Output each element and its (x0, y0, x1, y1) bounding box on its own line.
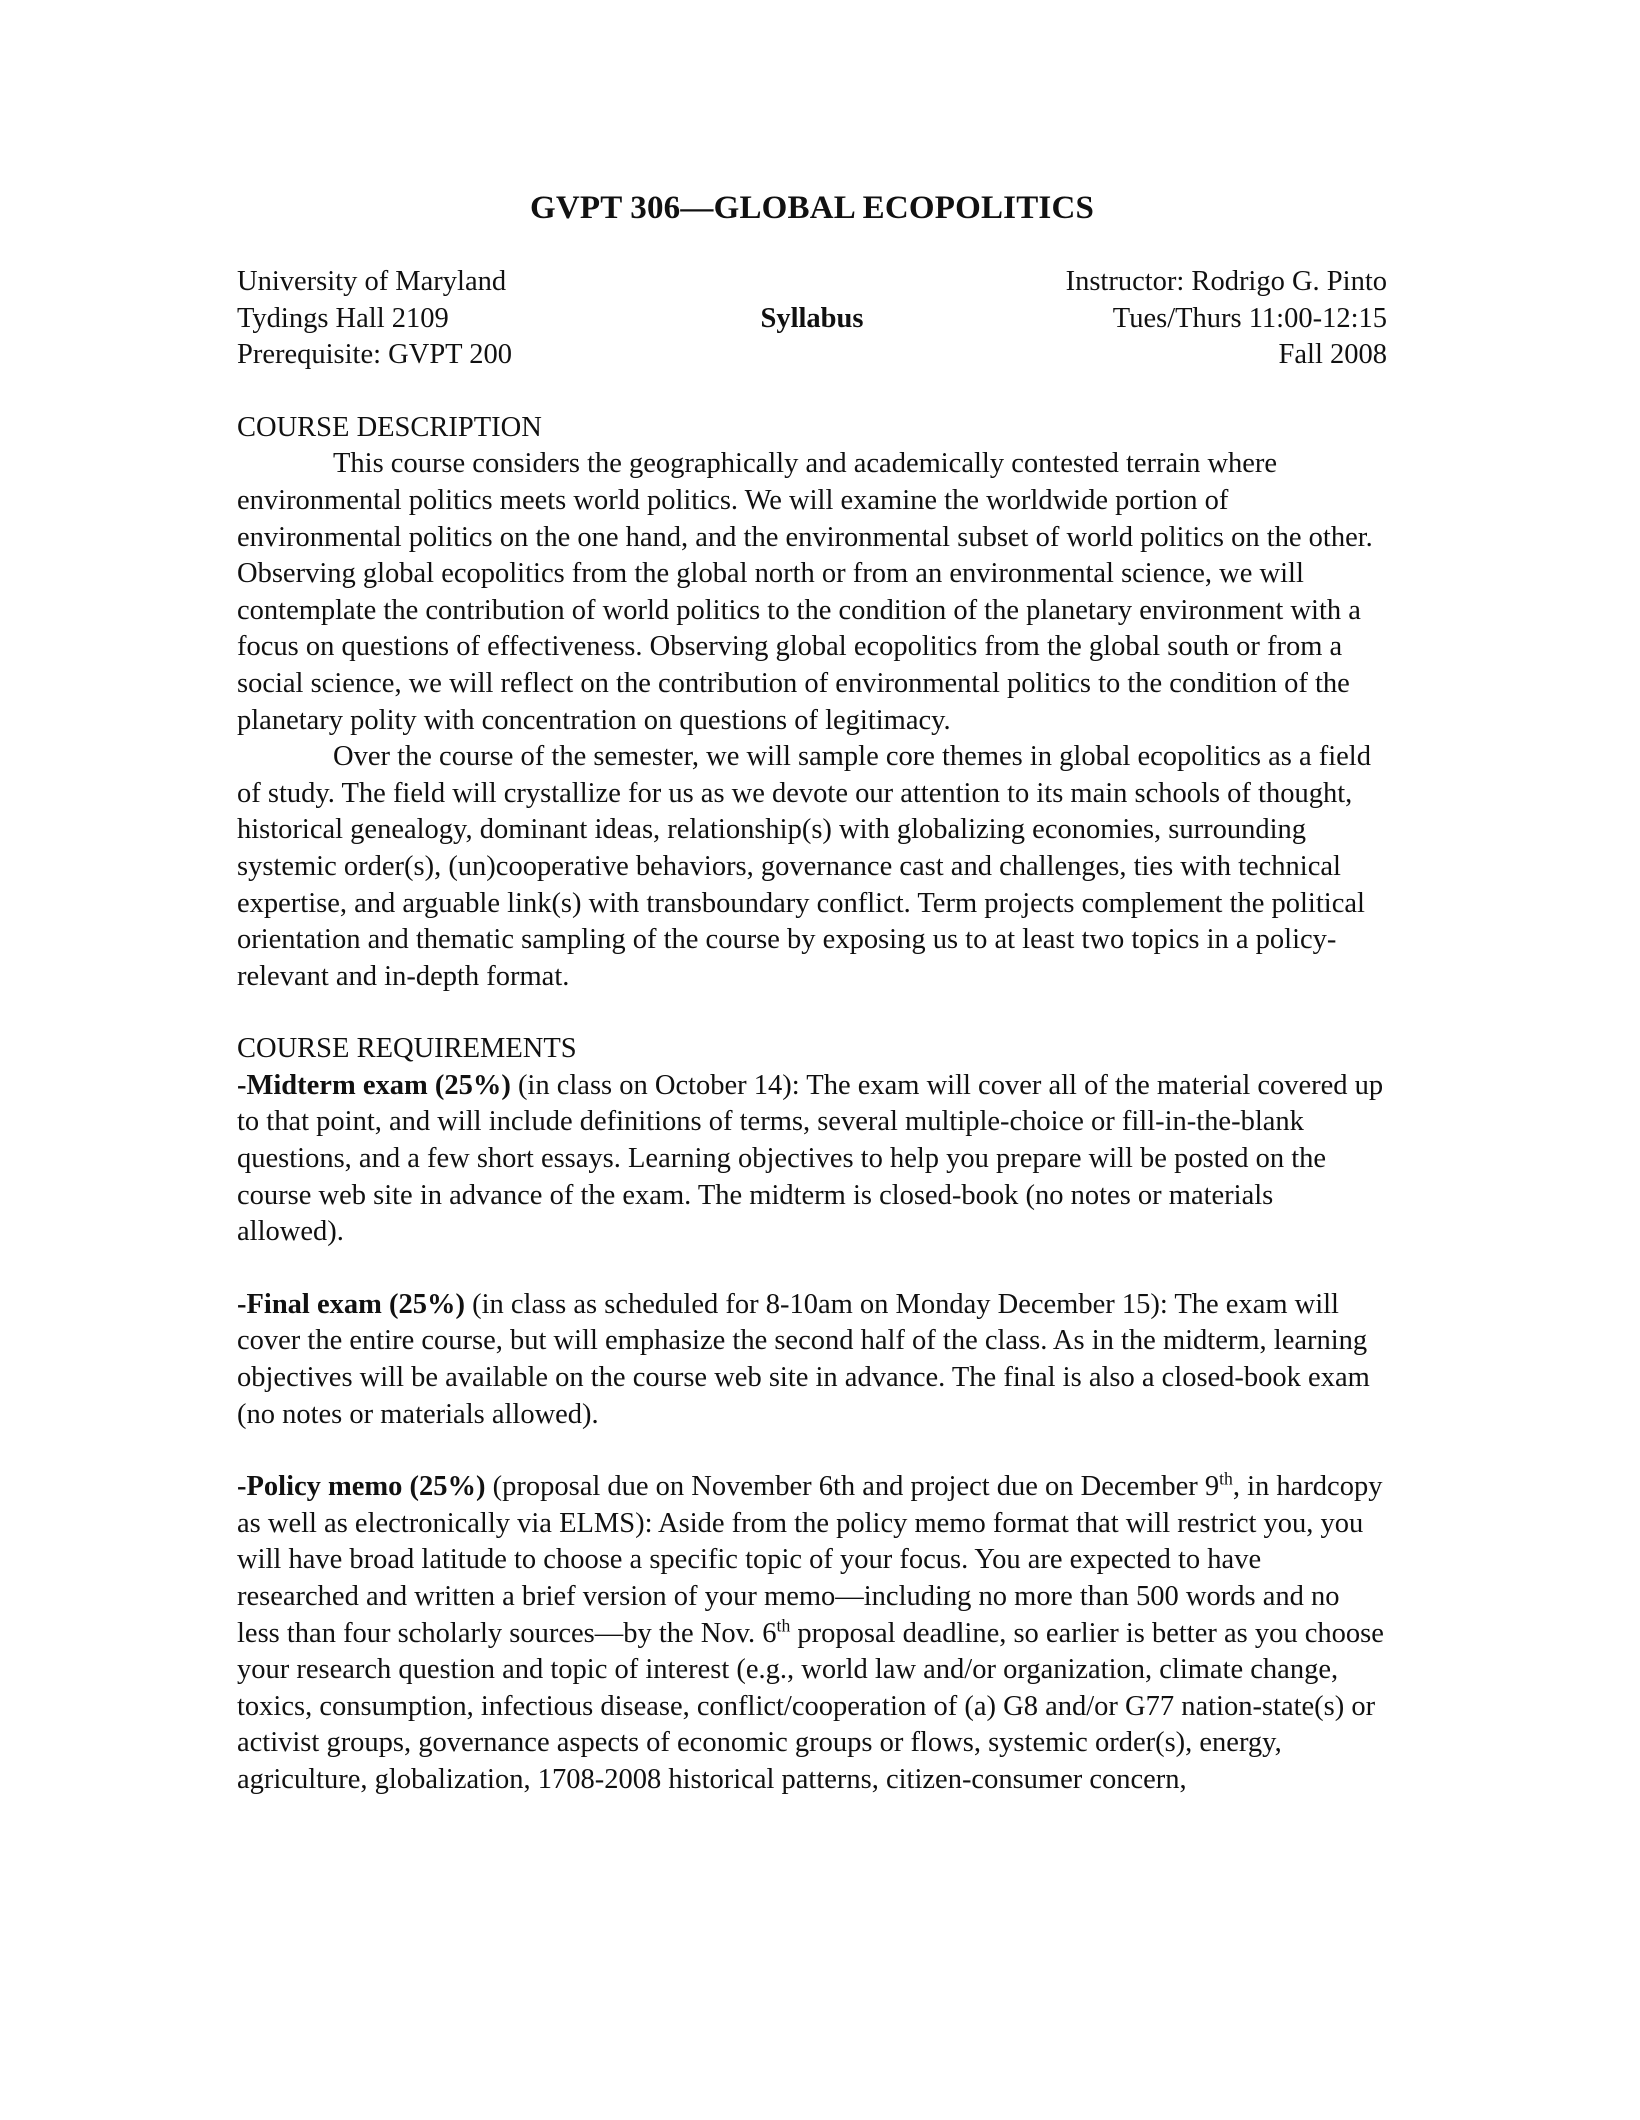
policy-memo-text-2: , in hardcopy as well as electronically via ELMS): Aside from the policy memo format that will restrict you, you will have broad latitude to choose a specific topic of your focus. You are expected to have researched and written a brief version of your memo—including no more than 500 words and no less than four scholarly sources—by the Nov. 6 (237, 1471, 1383, 1649)
midterm-text: (in class on October 14): The exam will cover all of the material covered up to that point, and will include definitions of terms, several multiple-choice or fill-in-the-blank questions, and a few short essays. Learning objectives to help you prepare will be posted on the course web site in advance of the exam. The midterm is closed-book (no notes or materials allowed). (237, 1069, 1384, 1248)
midterm-requirement (237, 1068, 1387, 1251)
final-label: -Final exam (25%) (237, 1288, 465, 1320)
policy-memo-label: -Policy memo (25%) (237, 1471, 486, 1503)
course-description-paragraph-2: Over the course of the semester, we will sample core themes in global ecopolitics as a field of study. The field will crystallize for us as we devote our attention to its main schools of thought, historical genealogy, dominant ideas, relationship(s) with globalizing economies, surrounding systemic order(s), (un)cooperative behaviors, governance cast and challenges, ties with technical expertise, and arguable link(s) with transboundary conflict. Term projects complement the political orientation and thematic sampling of the course by exposing us to at least two topics in a policy-relevant and in-depth format. (237, 741, 1371, 992)
header-spacer-2 (620, 337, 1003, 374)
header-block (237, 264, 1387, 374)
syllabus-label: Syllabus (760, 302, 864, 334)
term: Fall 2008 (1278, 339, 1387, 371)
midterm-label: -Midterm exam (25%) (237, 1069, 511, 1101)
room-location: Tydings Hall 2109 (237, 302, 449, 334)
final-requirement (237, 1287, 1387, 1433)
course-description-heading: COURSE DESCRIPTION (237, 411, 542, 443)
policy-memo-requirement (237, 1469, 1387, 1798)
policy-memo-superscript-2: th (776, 1615, 791, 1636)
course-description-paragraph-1: This course considers the geographically and academically contested terrain where environmental politics meets world politics. We will examine the worldwide portion of environmental politics on the one hand, and the environmental subset of world politics on the other. Observing global ecopolitics from the global north or from an environmental science, we will contemplate the contribution of world politics to the condition of the planetary environment with a focus on questions of effectiveness. Observing global ecopolitics from the global south or from a social science, we will reflect on the contribution of environmental politics to the condition of the planetary polity with concentration on questions of legitimacy. (237, 448, 1373, 736)
prerequisite: Prerequisite: GVPT 200 (237, 339, 512, 371)
final-text: (in class as scheduled for 8-10am on Monday December 15): The exam will cover the entire course, but will emphasize the second half of the class. As in the midterm, learning objectives will be available on the course web site in advance. The final is also a closed-book exam (no notes or materials allowed). (237, 1288, 1370, 1430)
policy-memo-text-3: proposal deadline, so earlier is better as you choose your research question and topic of interest (e.g., world law and/or organization, climate change, toxics, consumption, infectious disease, conflict/cooperation of (a) G8 and/or G77 nation-state(s) or activist groups, governance aspects of economic groups or flows, systemic order(s), energy, agriculture, globalization, 1708-2008 historical patterns, citizen-consumer concern, (237, 1617, 1384, 1795)
document-title: GVPT 306—GLOBAL ECOPOLITICS (529, 190, 1095, 226)
instructor: Instructor: Rodrigo G. Pinto (1065, 266, 1387, 297)
class-schedule: Tues/Thurs 11:00-12:15 (1112, 302, 1387, 334)
policy-memo-text-1: (proposal due on November 6th and project due on December 9 (485, 1471, 1220, 1503)
syllabus-page (237, 188, 1387, 1799)
course-requirements-heading: COURSE REQUIREMENTS (237, 1033, 577, 1065)
policy-memo-superscript-1: th (1219, 1468, 1233, 1489)
header-spacer (620, 264, 1003, 301)
university-name: University of Maryland (237, 266, 507, 297)
